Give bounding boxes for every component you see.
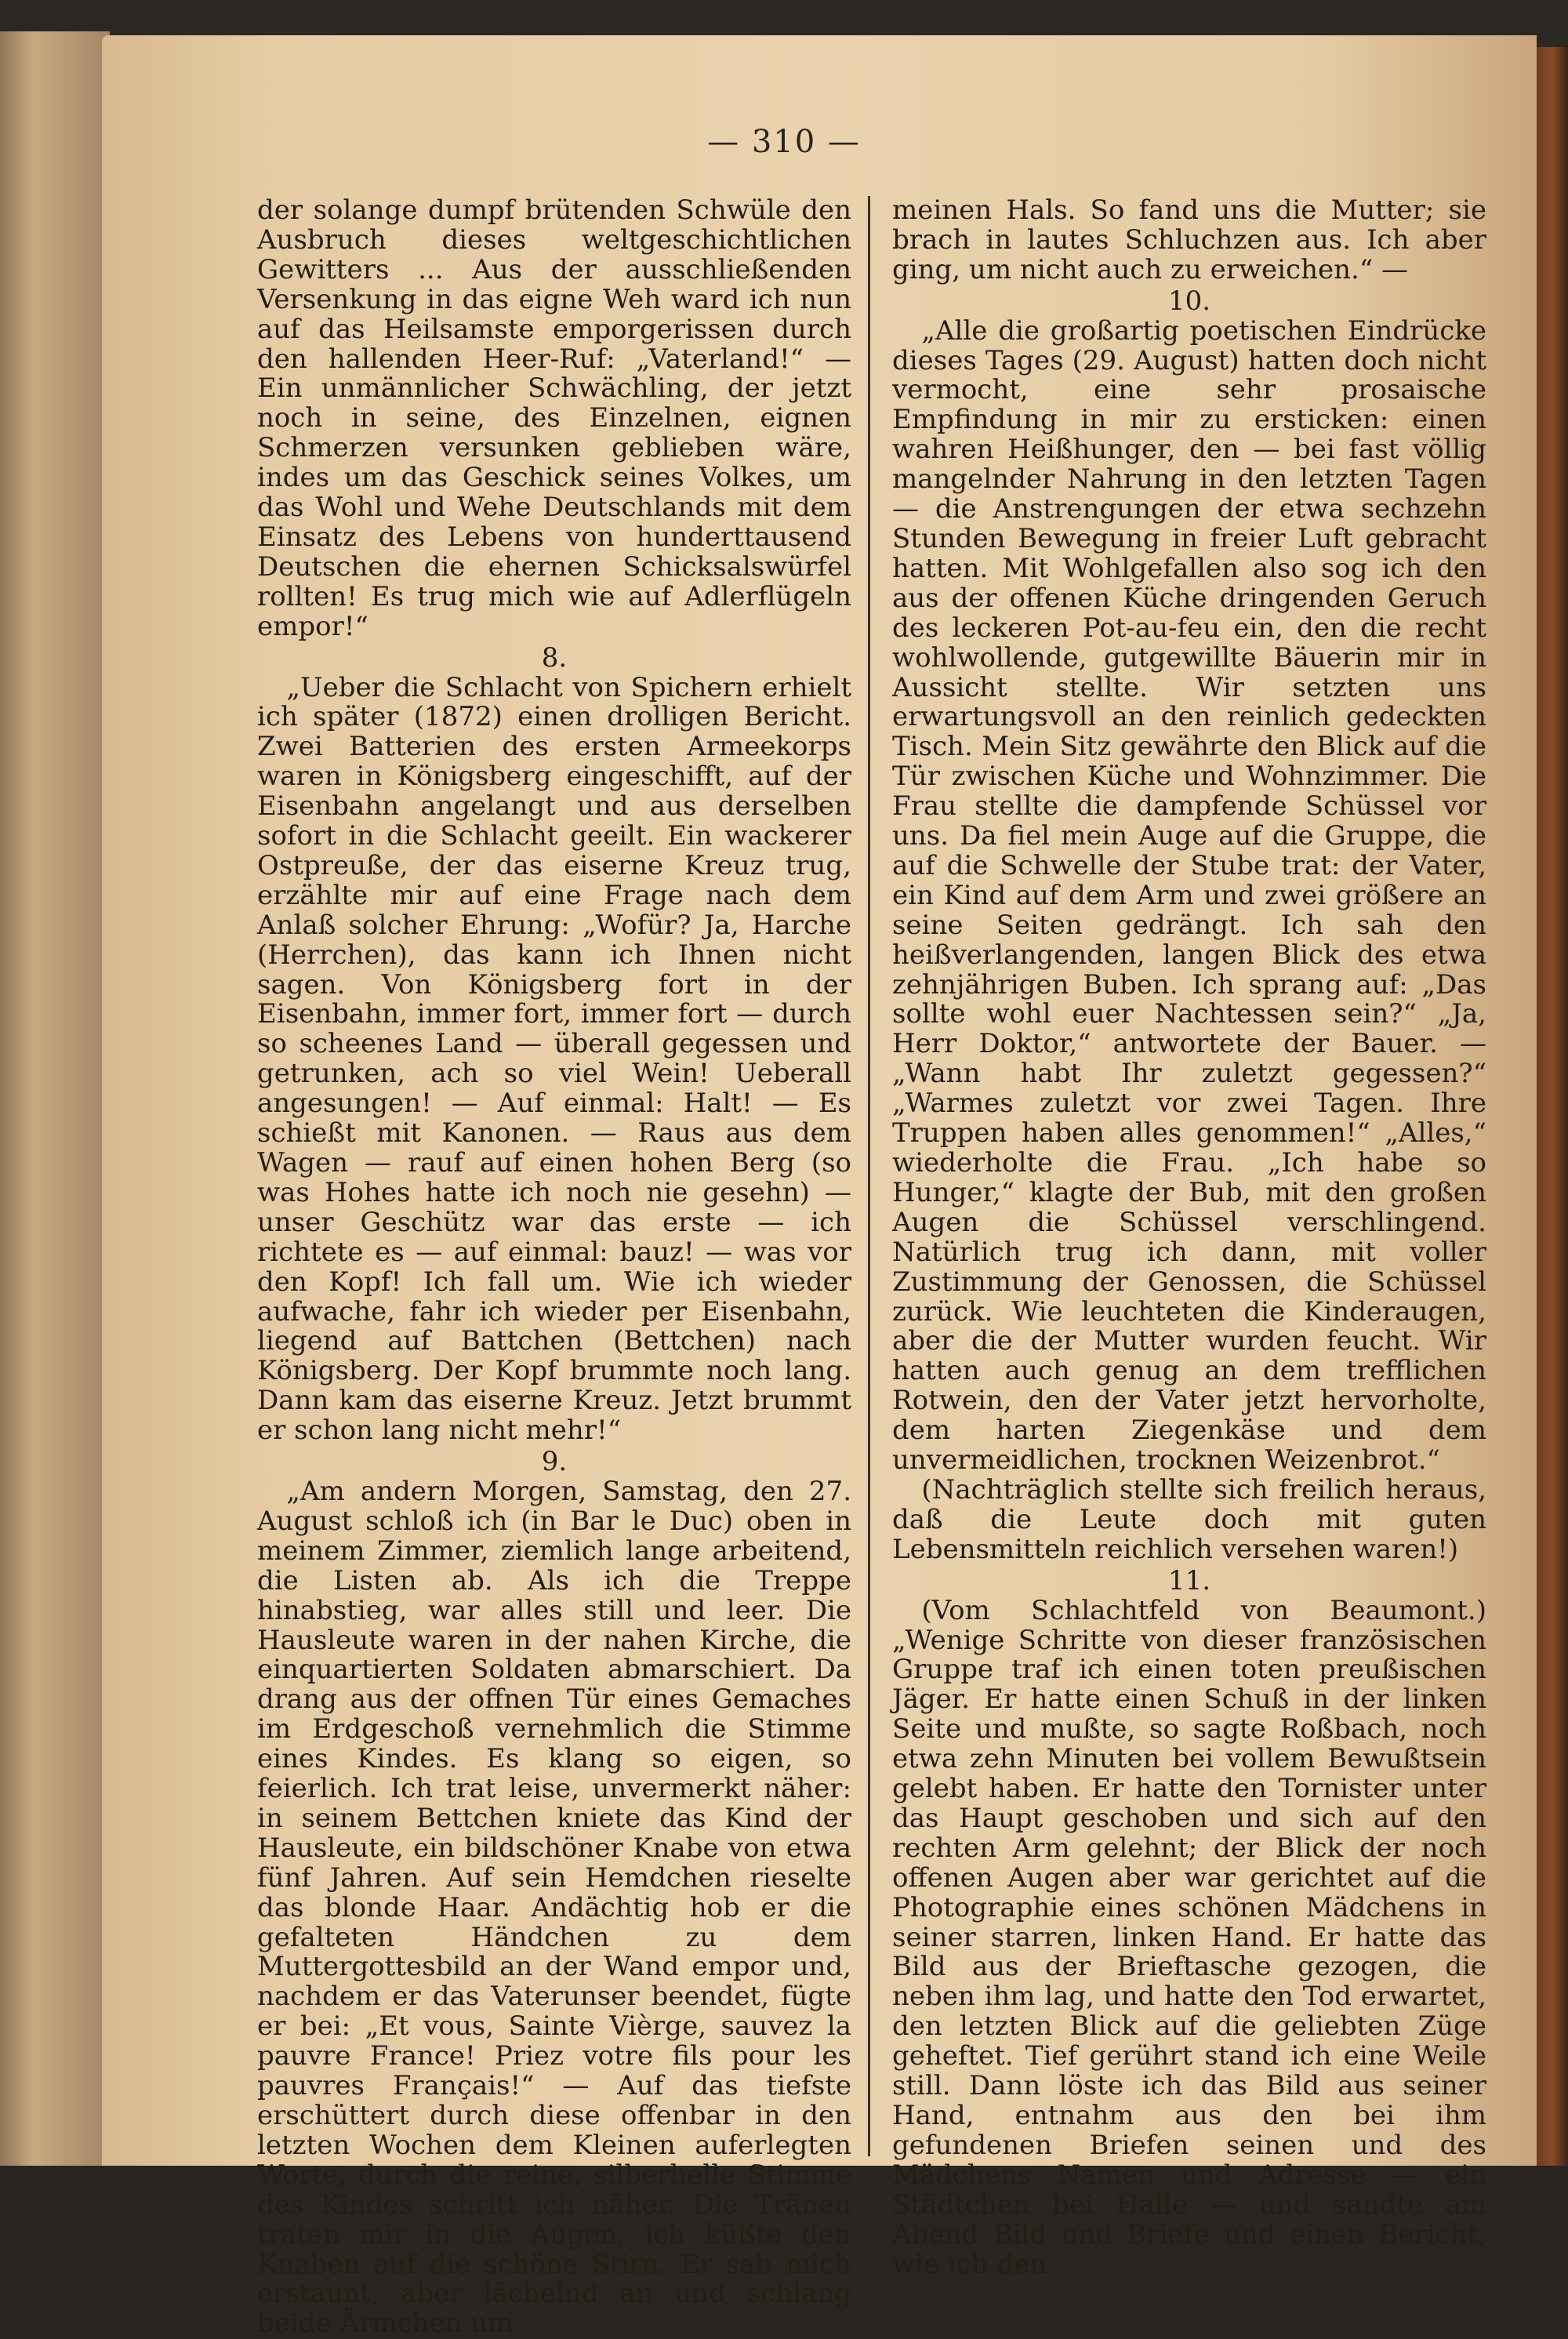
page-number: — 310 — (707, 124, 861, 160)
section-number: 11. (1167, 1564, 1211, 1596)
paragraph: der solange dumpf brütenden Schwüle den Ausbruch dieses weltgeschichtlichen Gewitters ... Aus der ausschließenden Versenkung in das eigne Weh ward ich nun auf das Heilsamste emporgerissen durch den hallenden Heer-Ruf: „Vaterland!“ — Ein unmännlicher Schwächling, der jetzt noch in seine, des Einzelnen, eignen Schmerzen versunken geblieben wäre, indes um das Geschick seines Volkes, um das Wohl und Wehe Deutschlands mit dem Einsatz des Lebens von hunderttausend Deutschen die ehernen Schicksalswürfel rollten! Es trug mich wie auf Adlerflügeln empor!“ (257, 194, 851, 642)
paragraph: meinen Hals. So fand uns die Mutter; sie brach in lautes Schluchzen aus. Ich aber ging, um nicht auch zu erweichen.“ — (892, 194, 1486, 285)
paragraph: „Am andern Morgen, Samstag, den 27. August schloß ich (in Bar le Duc) oben in meinem Zimmer, ziemlich lange arbeitend, die Listen ab. Als ich die Treppe hinabstieg, war alles still und leer. Die Hausleute waren in der nahen Kirche, die einquartierten Soldaten abmarschiert. Da drang aus der offnen Tür eines Gemaches im Erdgeschoß vernehmlich die Stimme eines Kindes. Es klang so eigen, so feierlich. Ich trat leise, unvermerkt näher: in seinem Bettchen kniete das Kind der Hausleute, ein bildschöner Knabe von etwa fünf Jahren. Auf sein Hemdchen rieselte das blonde Haar. Andächtig hob er die gefalteten Händchen zu dem Muttergottesbild an der Wand empor und, nachdem er das Vaterunser beendet, fügte er bei: „Et vous, Sainte Vièrge, sauvez la pauvre France! Priez votre fils pour les pauvres Français!“ — Auf das tiefste erschüttert durch diese offenbar in den letzten Wochen dem Kleinen auferlegten Worte, durch die reine, silberhelle Stimme des Kindes schritt ich näher. Die Tränen traten mir in die Augen, ich küßte den Knaben auf die schöne Stirn. Er sah mich erstaunt, aber lächelnd an und schlang beide Ärmchen um (257, 1475, 851, 2339)
column-divider (868, 196, 870, 2156)
section-number: 10. (1167, 285, 1211, 317)
paragraph: „Ueber die Schlacht von Spichern erhielt ich später (1872) einen drolligen Bericht. Zwei Batterien des ersten Armeekorps waren in Königsberg eingeschifft, auf der Eisenbahn angelangt und aus derselben sofort in die Schlacht geeilt. Ein wackerer Ostpreuße, der das eiserne Kreuz trug, erzählte mir auf eine Frage nach dem Anlaß solcher Ehrung: „Wofür? Ja, Harche (Herrchen), das kann ich Ihnen nicht sagen. Von Königsberg fort in der Eisenbahn, immer fort, immer fort — durch so scheenes Land — überall gegessen und getrunken, ach so viel Wein! Ueberall angesungen! — Auf einmal: Halt! — Es schießt mit Kanonen. — Raus aus dem Wagen — rauf auf einen hohen Berg (so was Hohes hatte ich noch nie gesehn) — unser Geschütz war das erste — ich richtete es — auf einmal: bauz! — was vor den Kopf! Ich fall um. Wie ich wieder aufwache, fahr ich wieder per Eisenbahn, liegend auf Battchen (Bettchen) nach Königsberg. Der Kopf brummte noch lang. Dann kam das eiserne Kreuz. Jetzt brummt er schon lang nicht mehr!“ (257, 671, 851, 1447)
left-page-edges (0, 31, 110, 2166)
book-cover-edge (1537, 47, 1568, 2166)
paragraph: „Alle die großartig poetischen Eindrücke dieses Tages (29. August) hatten doch nicht vermocht, eine sehr prosaische Empfindung in mir zu ersticken: einen wahren Heißhunger, den — bei fast völlig mangelnder Nahrung in den letzten Tagen — die Anstrengungen der etwa sechzehn Stunden Bewegung in freier Luft gebracht hatten. Mit Wohlgefallen also sog ich den aus der offenen Küche dringenden Geruch des leckeren Pot-au-feu ein, den die recht wohlwollende, gutgewillte Bäuerin mir in Aussicht stellte. Wir setzten uns erwartungsvoll an den reinlich gedeckten Tisch. Mein Sitz gewährte den Blick auf die Tür zwischen Küche und Wohnzimmer. Die Frau stellte die dampfende Schüssel vor uns. Da fiel mein Auge auf die Gruppe, die auf die Schwelle der Stube trat: der Vater, ein Kind auf dem Arm und zwei größere an seine Seiten gedrängt. Ich sah den heißverlangenden, langen Blick des etwa zehnjährigen Buben. Ich sprang auf: „Das sollte wohl euer Nachtessen sein?“ „Ja, Herr Doktor,“ antwortete der Bauer. — „Wann habt Ihr zuletzt gegessen?“ „Warmes zuletzt vor zwei Tagen. Ihre Truppen haben alles genommen!“ „Alles,“ wiederholte die Frau. „Ich habe so Hunger,“ klagte der Bub, mit den großen Augen die Schüssel verschlingend. Natürlich trug ich dann, mit voller Zustimmung der Genossen, die Schüssel zurück. Wie leuchteten die Kinderaugen, aber die der Mutter wurden feucht. Wir hatten auch genug an dem trefflichen Rotwein, den der Vater jetzt hervorholte, dem harten Ziegenkäse und dem unvermeidlichen, trocknen Weizenbrot.“ (892, 314, 1486, 1476)
paragraph: (Vom Schlachtfeld von Beaumont.) „Wenige Schritte von dieser französischen Gruppe traf ich einen toten preußischen Jäger. Er hatte einen Schuß in der linken Seite und mußte, so sagte Roßbach, noch etwa zehn Minuten bei vollem Bewußtsein gelebt haben. Er hatte den Tornister unter das Haupt geschoben und sich auf den rechten Arm gelehnt; der Blick der noch offenen Augen aber war gerichtet auf die Photographie eines schönen Mädchens in seiner starren, linken Hand. Er hatte das Bild aus der Brieftasche gezogen, die neben ihm lag, und hatte den Tod erwartet, den letzten Blick auf die geliebten Züge geheftet. Tief gerührt stand ich eine Weile still. Dann löste ich das Bild aus seiner Hand, entnahm aus den bei ihm gefundenen Briefen seinen und des Mädchens Namen und Adresse — ein Städtchen bei Halle — und sandte am Abend Bild und Briefe und einen Bericht, wie ich den (892, 1594, 1486, 2280)
left-column (257, 196, 851, 2339)
paragraph: (Nachträglich stellte sich freilich heraus, daß die Leute doch mit guten Lebensmitteln reichlich versehen waren!) (892, 1473, 1486, 1565)
section-number: 9. (541, 1446, 568, 1478)
section-number: 8. (541, 641, 568, 674)
right-column (892, 196, 1486, 2279)
